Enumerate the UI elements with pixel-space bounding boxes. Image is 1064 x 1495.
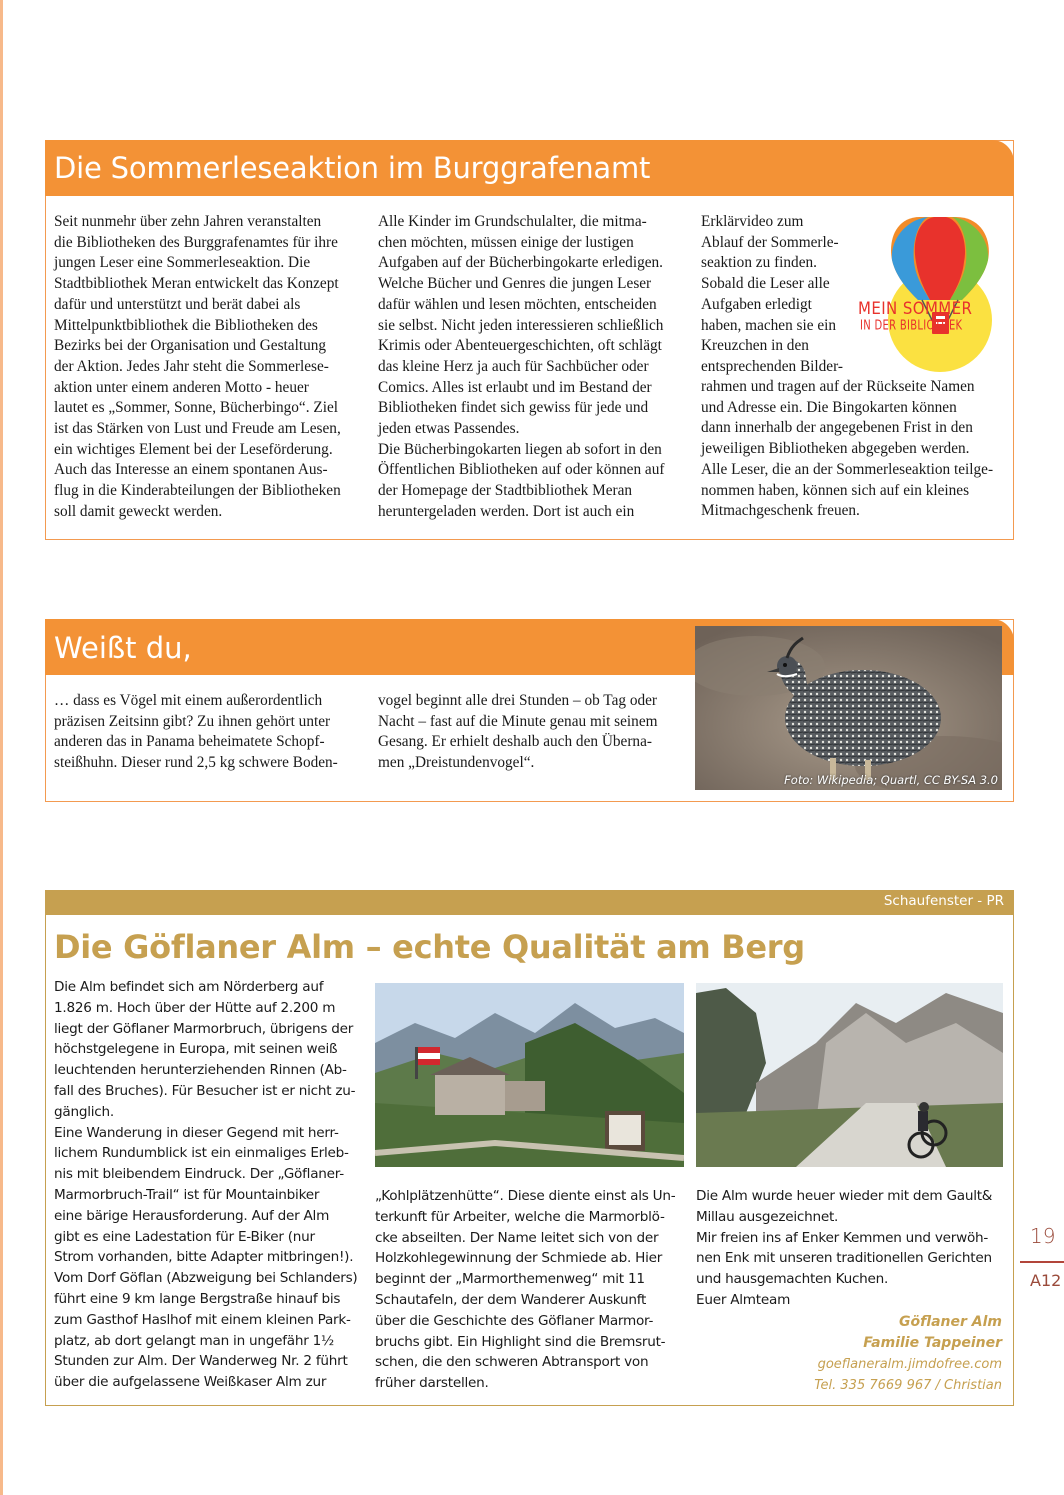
- text-column-1: Die Alm befindet sich am Nörderberg auf 1.826 m. Hoch über der Hütte auf 2.200 m liegt der Göflaner Marmorbruch, übrigens der höchstgelegene in Europa, mit seinen weiß leuchtenden herunterziehenden Rinnen (Ab- fall des Bruches). Für Besucher ist er nicht zu- gänglich. Eine Wanderung in dieser Gegend mit herr- lichem Rundumblick ist ein einmaliges Erleb- nis mit bleibendem Eindruck. Der „Göflaner- Marmorbruch-Trail“ ist für Mountainbiker eine bärige Herausforderung. Auf der Alm gibt es eine Ladestation für E-Biker (nur Strom vorhanden, bitte Adapter mitbringen!). Vom Dorf Göflan (Abzweigung bei Schlanders) führt eine 9 km lange Bergstraße hinauf bis zum Gasthof Haslhof mit einem kleinen Park- platz, ab dort gelangt man in ungefähr 1½ Stunden zur Alm. Der Wanderweg Nr. 2 führt über die aufgelassene Weißkaser Alm zur: [54, 979, 358, 1391]
- bird-photo: [695, 626, 1002, 790]
- page-number-divider: [1020, 1261, 1064, 1263]
- article-title: Die Sommerleseaktion im Burggrafenamt: [54, 151, 651, 185]
- hut-photo: [375, 983, 684, 1167]
- text-column-1: … dass es Vögel mit einem außerordentlich präzisen Zeitsinn gibt? Zu ihnen gehört unter anderen das in Panama beheimatete Schopf- steißhuhn. Dieser rund 2,5 kg schwere Boden-: [54, 692, 338, 772]
- text-column-2: Alle Kinder im Grundschulalter, die mitma- chen möchten, müssen einige der lustigen Aufgaben auf der Bücherbingokarte erledigen. Welche Bücher und Genres die jungen Leser dafür wählen und lesen möchten, entscheiden sie selbst. Nicht jeden interessieren schließlich Krimis oder Abenteuergeschichten, oft schlägt das kleine Herz ja auch für Sachbücher oder Comics. Alles ist erlaubt und im Bestand der Bibliotheken findet sich gewiss für jede und jeden etwas Passendes. Die Bücherbingokarten liegen ab sofort in den Öffentlichen Bibliotheken auf oder können auf der Homepage der Stadtbibliothek Meran heruntergeladen werden. Dort ist auch ein: [378, 213, 665, 520]
- logo-line-2: IN DER BIBLIOTHEK: [860, 319, 963, 334]
- mountain-biker-photo: [696, 983, 1003, 1167]
- text-column-3: Die Alm wurde heuer wieder mit dem Gault& Millau ausgezeichnet. Mir freien ins af Enker Kemmen und verwöh- nen Enk mit unseren traditionellen Gerichten und hausgemachten Kuchen. Euer Almteam: [696, 1188, 993, 1308]
- text-column-3-top: Erklärvideo zum Ablauf der Sommerle- seaktion zu finden. Sobald die Leser alle Aufgaben erledigt haben, machen sie ein Kreuzchen in den entsprechenden Bilder-: [701, 213, 843, 375]
- page-edge-rule: [0, 0, 3, 1495]
- pr-band: [45, 890, 1014, 915]
- photo-credit: Foto: Wikipedia; Quartl, CC BY-SA 3.0: [784, 773, 998, 787]
- text-column-3-bottom: rahmen und tragen auf der Rückseite Namen und Adresse ein. Die Bingokarten können dann innerhalb der angegebenen Frist in den jeweiligen Bibliotheken abgegeben werden. Alle Leser, die an der Sommerleseaktion teilge- nommen haben, können sich auf ein kleines Mitmachgeschenk freuen.: [701, 378, 994, 520]
- text-column-1: Seit nunmehr über zehn Jahren veranstalten die Bibliotheken des Burggrafenamtes für ihre jungen Leser eine Sommerleseaktion. Die Stadtbibliothek Meran entwickelt das Konzept dafür und unterstützt und berät dabei als Mittelpunktbibliothek die Bibliotheken des Bezirks bei der Organisation und Gestaltung der Aktion. Jedes Jahr steht die Sommerlese- aktion unter einem anderen Motto - heuer lautet es „Sommer, Sonne, Bücherbingo“. Ziel ist das Stärken von Lust und Freude am Lesen, ein wichtiges Element bei der Leseförderung. Auch das Interesse an einem spontanen Aus- flug in die Kinderabteilungen der Bibliotheken soll damit geweckt werden.: [54, 213, 341, 520]
- pr-tag: Schaufenster - PR: [883, 893, 1004, 909]
- title-band: [45, 140, 1014, 196]
- page-number: 19: [1030, 1224, 1056, 1248]
- text-column-2: vogel beginnt alle drei Stunden – ob Tag oder Nacht – fast auf die Minute genau mit seinem Gesang. Er erhielt deshalb auch den Überna- men „Dreistundenvogel“.: [378, 692, 658, 772]
- article-title: Die Göflaner Alm – echte Qualität am Berg: [54, 928, 805, 966]
- text-column-2: „Kohlplätzenhütte“. Diese diente einst als Un- terkunft für Arbeiter, welche die Marmorblö- cke abseilten. Der Name leitet sich von der Holzkohlegewinnung der Schmiede ab. Hier beginnt der „Marmorthemenweg“ mit 11 Schautafeln, der dem Wanderer Auskunft über die Geschichte des Göflaner Marmor- bruchs gibt. Ein Highlight sind die Bremsrut- schen, die den schweren Abtransport von früher darstellen.: [375, 1188, 676, 1392]
- signature-family: Familie Tappeiner: [863, 1335, 1002, 1351]
- article-title: Weißt du,: [54, 631, 192, 665]
- website-link[interactable]: goeflaneralm.jimdofree.com: [817, 1357, 1002, 1372]
- phone-number: Tel. 335 7669 967 / Christian: [814, 1378, 1002, 1393]
- signature-name: Göflaner Alm: [898, 1314, 1002, 1330]
- page-code: A12: [1030, 1271, 1062, 1290]
- logo-line-1: MEIN SOMMER: [858, 298, 973, 319]
- balloon-sun-icon: [852, 212, 1002, 372]
- summer-reading-logo: [852, 212, 1002, 372]
